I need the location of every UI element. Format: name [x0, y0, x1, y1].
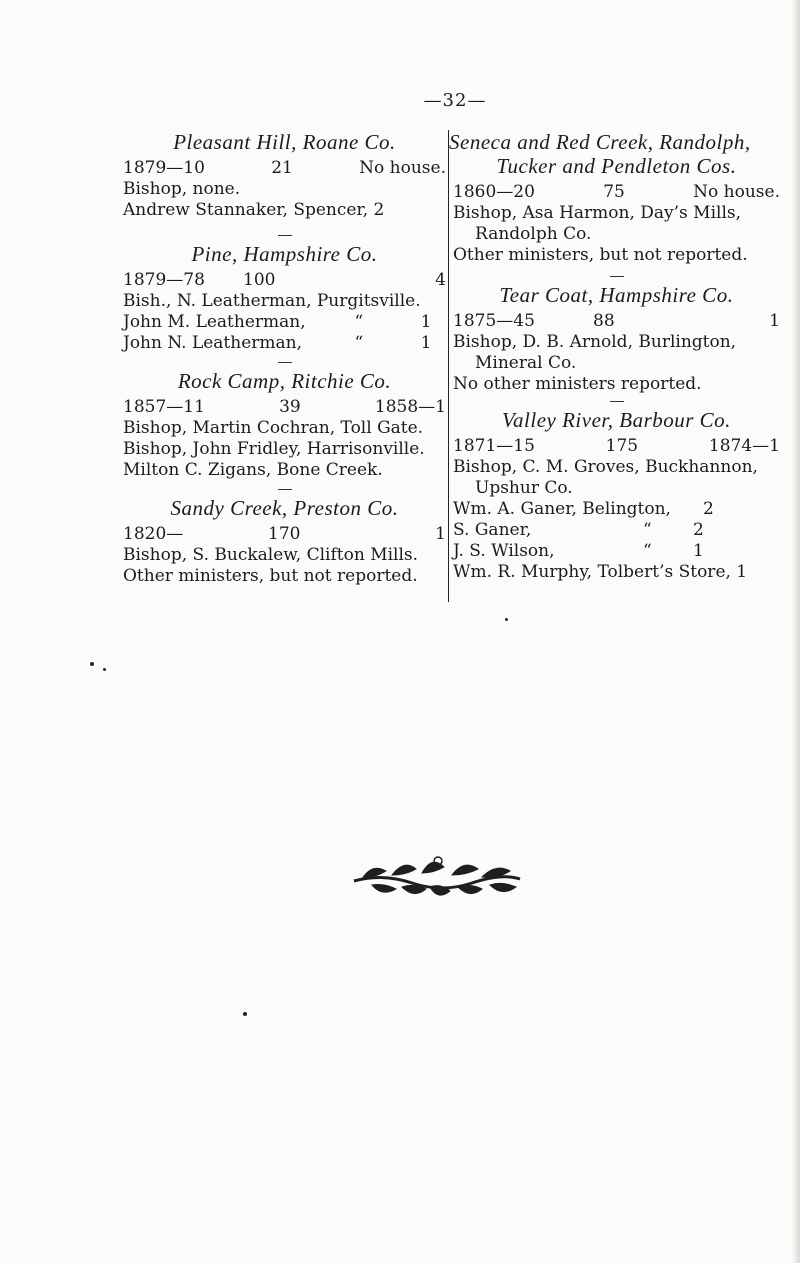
entry-line: Bishop, none.: [123, 179, 241, 199]
ink-speck: [90, 662, 94, 666]
stat-houses: 1874—1: [708, 436, 780, 456]
entry-heading: Pine, Hampshire Co.: [191, 242, 378, 266]
minister-name: John N. Leatherman,: [123, 333, 303, 353]
separator-rule: [610, 276, 624, 277]
stat-year: 1875—45: [453, 311, 535, 331]
ink-speck: [505, 618, 508, 621]
entry-line: Milton C. Zigans, Bone Creek.: [123, 460, 383, 480]
stat-members: 100: [243, 270, 276, 290]
entry-line: Wm. R. Murphy, Tolbert’s Store, 1: [453, 562, 748, 582]
minister-count: 2: [693, 520, 704, 540]
entry-line: Upshur Co.: [475, 478, 573, 498]
entry-line: Bishop, John Fridley, Harrisonville.: [123, 439, 425, 459]
entry-rock-camp: [123, 369, 446, 481]
entry-line: Bishop, C. M. Groves, Buckhannon,: [453, 457, 758, 477]
entry-line: No other ministers reported.: [453, 374, 702, 394]
entry-stats: [453, 311, 780, 332]
entry-stats: [453, 436, 780, 457]
minister-count: 1: [420, 312, 432, 332]
separator-rule: [278, 362, 292, 363]
entry-line: Bish., N. Leatherman, Purgitsville.: [123, 291, 421, 311]
entry-line: Other ministers, but not reported.: [123, 566, 418, 586]
entry-line: Mineral Co.: [475, 353, 577, 373]
page-edge-shadow: [792, 0, 800, 1263]
ditto-mark: “: [354, 333, 364, 353]
entry-pine: [123, 242, 446, 354]
stat-year: 1857—11: [123, 397, 205, 417]
entry-stats: [123, 524, 446, 545]
right-column: [449, 128, 780, 583]
entry-tear-coat: [453, 283, 780, 395]
stat-members: 21: [271, 158, 293, 178]
minister-row: [123, 333, 446, 354]
stat-year: 1879—10: [123, 158, 205, 178]
minister-name: S. Ganer,: [453, 520, 532, 540]
entry-heading: Sandy Creek, Preston Co.: [170, 496, 399, 520]
minister-row: [123, 312, 446, 333]
entry-heading: [449, 130, 780, 178]
ink-speck: [243, 1012, 247, 1016]
stat-members: 75: [603, 182, 625, 202]
entry-seneca: [449, 130, 780, 266]
minister-name: John M. Leatherman,: [123, 312, 306, 332]
stat-houses: 1: [769, 311, 780, 331]
heading-line: Seneca and Red Creek, Randolph,: [449, 130, 751, 154]
entry-sandy-creek: [123, 496, 446, 587]
stat-members: 88: [593, 311, 615, 331]
entry-valley-river: [453, 408, 780, 583]
separator-rule: [610, 401, 624, 402]
entry-line: Bishop, D. B. Arnold, Burlington,: [453, 332, 737, 352]
minister-count: 2: [703, 499, 714, 519]
stat-year: 1879—78: [123, 270, 205, 290]
ditto-mark: [693, 499, 703, 520]
ditto-mark: “: [643, 520, 652, 540]
separator-rule: [278, 489, 292, 490]
heading-line: Tucker and Pendleton Cos.: [496, 154, 737, 178]
column-divider: [448, 130, 449, 602]
stat-houses: 1858—1: [374, 397, 446, 417]
entry-line: Bishop, Asa Harmon, Day’s Mills,: [453, 203, 742, 223]
stat-houses: No house.: [693, 182, 780, 202]
stat-year: 1820—: [123, 524, 184, 544]
stat-members: 170: [268, 524, 301, 544]
minister-count: 1: [693, 541, 704, 561]
separator-rule: [278, 235, 292, 236]
entry-heading: Valley River, Barbour Co.: [502, 408, 731, 432]
entry-line: Randolph Co.: [475, 224, 592, 244]
minister-name: J. S. Wilson,: [453, 541, 555, 561]
minister-row: [453, 520, 780, 541]
entry-heading: Tear Coat, Hampshire Co.: [499, 283, 734, 307]
entry-line: Other ministers, but not reported.: [453, 245, 748, 265]
minister-count: 1: [420, 333, 432, 353]
ink-speck: [103, 668, 106, 671]
entry-line: Bishop, S. Buckalew, Clifton Mills.: [123, 545, 419, 565]
entry-stats: [453, 182, 780, 203]
floral-ornament-icon: [352, 853, 522, 903]
entry-stats: [123, 397, 446, 418]
stat-members: 175: [605, 436, 639, 456]
minister-row: [453, 499, 780, 520]
stat-houses: 1: [435, 524, 446, 544]
entry-stats: [123, 270, 446, 291]
left-column: [123, 128, 446, 587]
entry-stats: [123, 158, 446, 179]
stat-houses: 4: [435, 270, 446, 290]
stat-year: 1871—15: [453, 436, 535, 456]
entry-heading: Pleasant Hill, Roane Co.: [173, 130, 396, 154]
minister-row: [453, 541, 780, 562]
entry-pleasant-hill: [123, 130, 446, 221]
entry-line: Bishop, Martin Cochran, Toll Gate.: [123, 418, 424, 438]
stat-houses: No house.: [359, 158, 446, 178]
entry-heading: Rock Camp, Ritchie Co.: [177, 369, 392, 393]
page-number: —32—: [423, 90, 487, 111]
stat-members: 39: [279, 397, 301, 417]
stat-year: 1860—20: [453, 182, 535, 202]
ditto-mark: “: [643, 541, 652, 561]
ditto-mark: “: [354, 312, 364, 332]
minister-name: Wm. A. Ganer, Belington,: [453, 499, 671, 519]
entry-line: Andrew Stannaker, Spencer, 2: [123, 200, 385, 220]
